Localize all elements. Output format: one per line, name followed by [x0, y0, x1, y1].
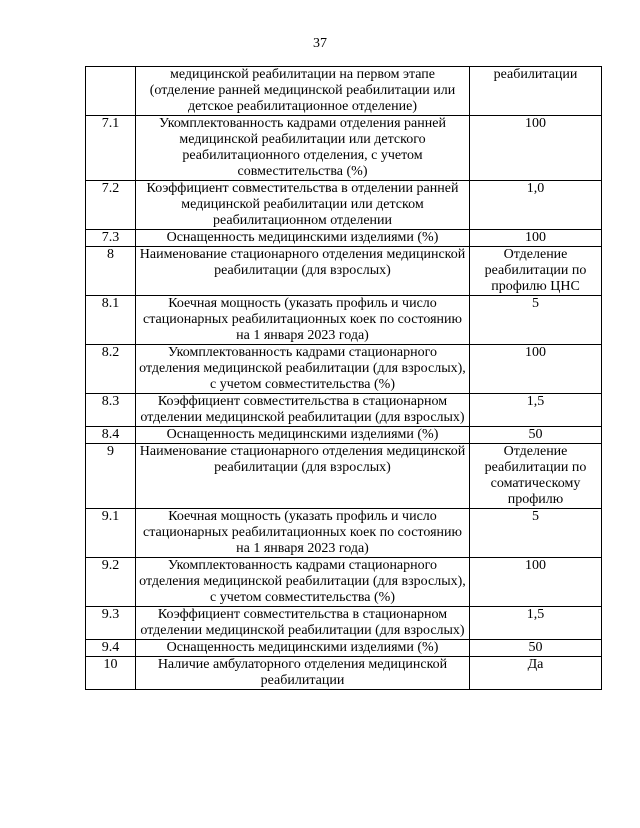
indicator-name-cell: Наименование стационарного отделения медицинской реабилитации (для взрослых) — [136, 444, 470, 509]
indicator-value-cell: 50 — [470, 427, 602, 444]
indicator-name-cell: Наличие амбулаторного отделения медицинской реабилитации — [136, 657, 470, 690]
indicator-value-cell: 1,5 — [470, 394, 602, 427]
table-row — [86, 296, 602, 345]
indicator-value-cell: 1,5 — [470, 607, 602, 640]
row-number-cell: 7.2 — [86, 181, 136, 230]
table-row — [86, 607, 602, 640]
indicator-value-cell: Отделение реабилитации по профилю ЦНС — [470, 247, 602, 296]
indicator-value-cell: 100 — [470, 116, 602, 181]
indicator-value-cell: 100 — [470, 558, 602, 607]
indicator-name-cell: Оснащенность медицинскими изделиями (%) — [136, 230, 470, 247]
row-number-cell: 10 — [86, 657, 136, 690]
indicator-name-cell: медицинской реабилитации на первом этапе (отделение ранней медицинской реабилитации или детское реабилитационное отделение) — [136, 67, 470, 116]
indicator-name-cell: Укомплектованность кадрами стационарного отделения медицинской реабилитации (для взрослых), с учетом совместительства (%) — [136, 558, 470, 607]
table-row — [86, 230, 602, 247]
table-row — [86, 444, 602, 509]
indicator-value-cell: Отделение реабилитации по соматическому профилю — [470, 444, 602, 509]
table-row — [86, 558, 602, 607]
table-row — [86, 247, 602, 296]
row-number-cell — [86, 67, 136, 116]
row-number-cell: 8.3 — [86, 394, 136, 427]
table-body — [86, 67, 602, 690]
page-number: 37 — [313, 36, 327, 51]
indicator-name-cell: Коэффициент совместительства в стационарном отделении медицинской реабилитации (для взрослых) — [136, 607, 470, 640]
indicator-name-cell: Коэффициент совместительства в стационарном отделении медицинской реабилитации (для взрослых) — [136, 394, 470, 427]
row-number-cell: 9 — [86, 444, 136, 509]
indicator-value-cell: реабилитации — [470, 67, 602, 116]
row-number-cell: 7.3 — [86, 230, 136, 247]
row-number-cell: 8 — [86, 247, 136, 296]
indicator-name-cell: Коечная мощность (указать профиль и число стационарных реабилитационных коек по состоянию на 1 января 2023 года) — [136, 509, 470, 558]
indicator-value-cell: 1,0 — [470, 181, 602, 230]
indicator-value-cell: 100 — [470, 230, 602, 247]
table-row — [86, 116, 602, 181]
row-number-cell: 8.4 — [86, 427, 136, 444]
table-row — [86, 345, 602, 394]
indicator-name-cell: Коечная мощность (указать профиль и число стационарных реабилитационных коек по состоянию на 1 января 2023 года) — [136, 296, 470, 345]
indicator-value-cell: 5 — [470, 509, 602, 558]
table-row — [86, 657, 602, 690]
indicator-name-cell: Оснащенность медицинскими изделиями (%) — [136, 640, 470, 657]
table-row — [86, 427, 602, 444]
indicator-value-cell: 100 — [470, 345, 602, 394]
indicator-value-cell: 5 — [470, 296, 602, 345]
indicators-table — [85, 66, 602, 690]
row-number-cell: 9.4 — [86, 640, 136, 657]
indicator-name-cell: Оснащенность медицинскими изделиями (%) — [136, 427, 470, 444]
row-number-cell: 7.1 — [86, 116, 136, 181]
table-row — [86, 509, 602, 558]
indicator-name-cell: Укомплектованность кадрами стационарного отделения медицинской реабилитации (для взрослых), с учетом совместительства (%) — [136, 345, 470, 394]
indicator-name-cell: Наименование стационарного отделения медицинской реабилитации (для взрослых) — [136, 247, 470, 296]
row-number-cell: 9.1 — [86, 509, 136, 558]
table-row — [86, 67, 602, 116]
row-number-cell: 8.1 — [86, 296, 136, 345]
indicator-value-cell: 50 — [470, 640, 602, 657]
indicator-name-cell: Укомплектованность кадрами отделения ранней медицинской реабилитации или детского реабилитационного отделения, с учетом совместительства (%) — [136, 116, 470, 181]
indicator-name-cell: Коэффициент совместительства в отделении ранней медицинской реабилитации или детском реабилитационном отделении — [136, 181, 470, 230]
table-row — [86, 394, 602, 427]
indicator-value-cell: Да — [470, 657, 602, 690]
row-number-cell: 9.3 — [86, 607, 136, 640]
row-number-cell: 9.2 — [86, 558, 136, 607]
row-number-cell: 8.2 — [86, 345, 136, 394]
table-row — [86, 640, 602, 657]
table-row — [86, 181, 602, 230]
